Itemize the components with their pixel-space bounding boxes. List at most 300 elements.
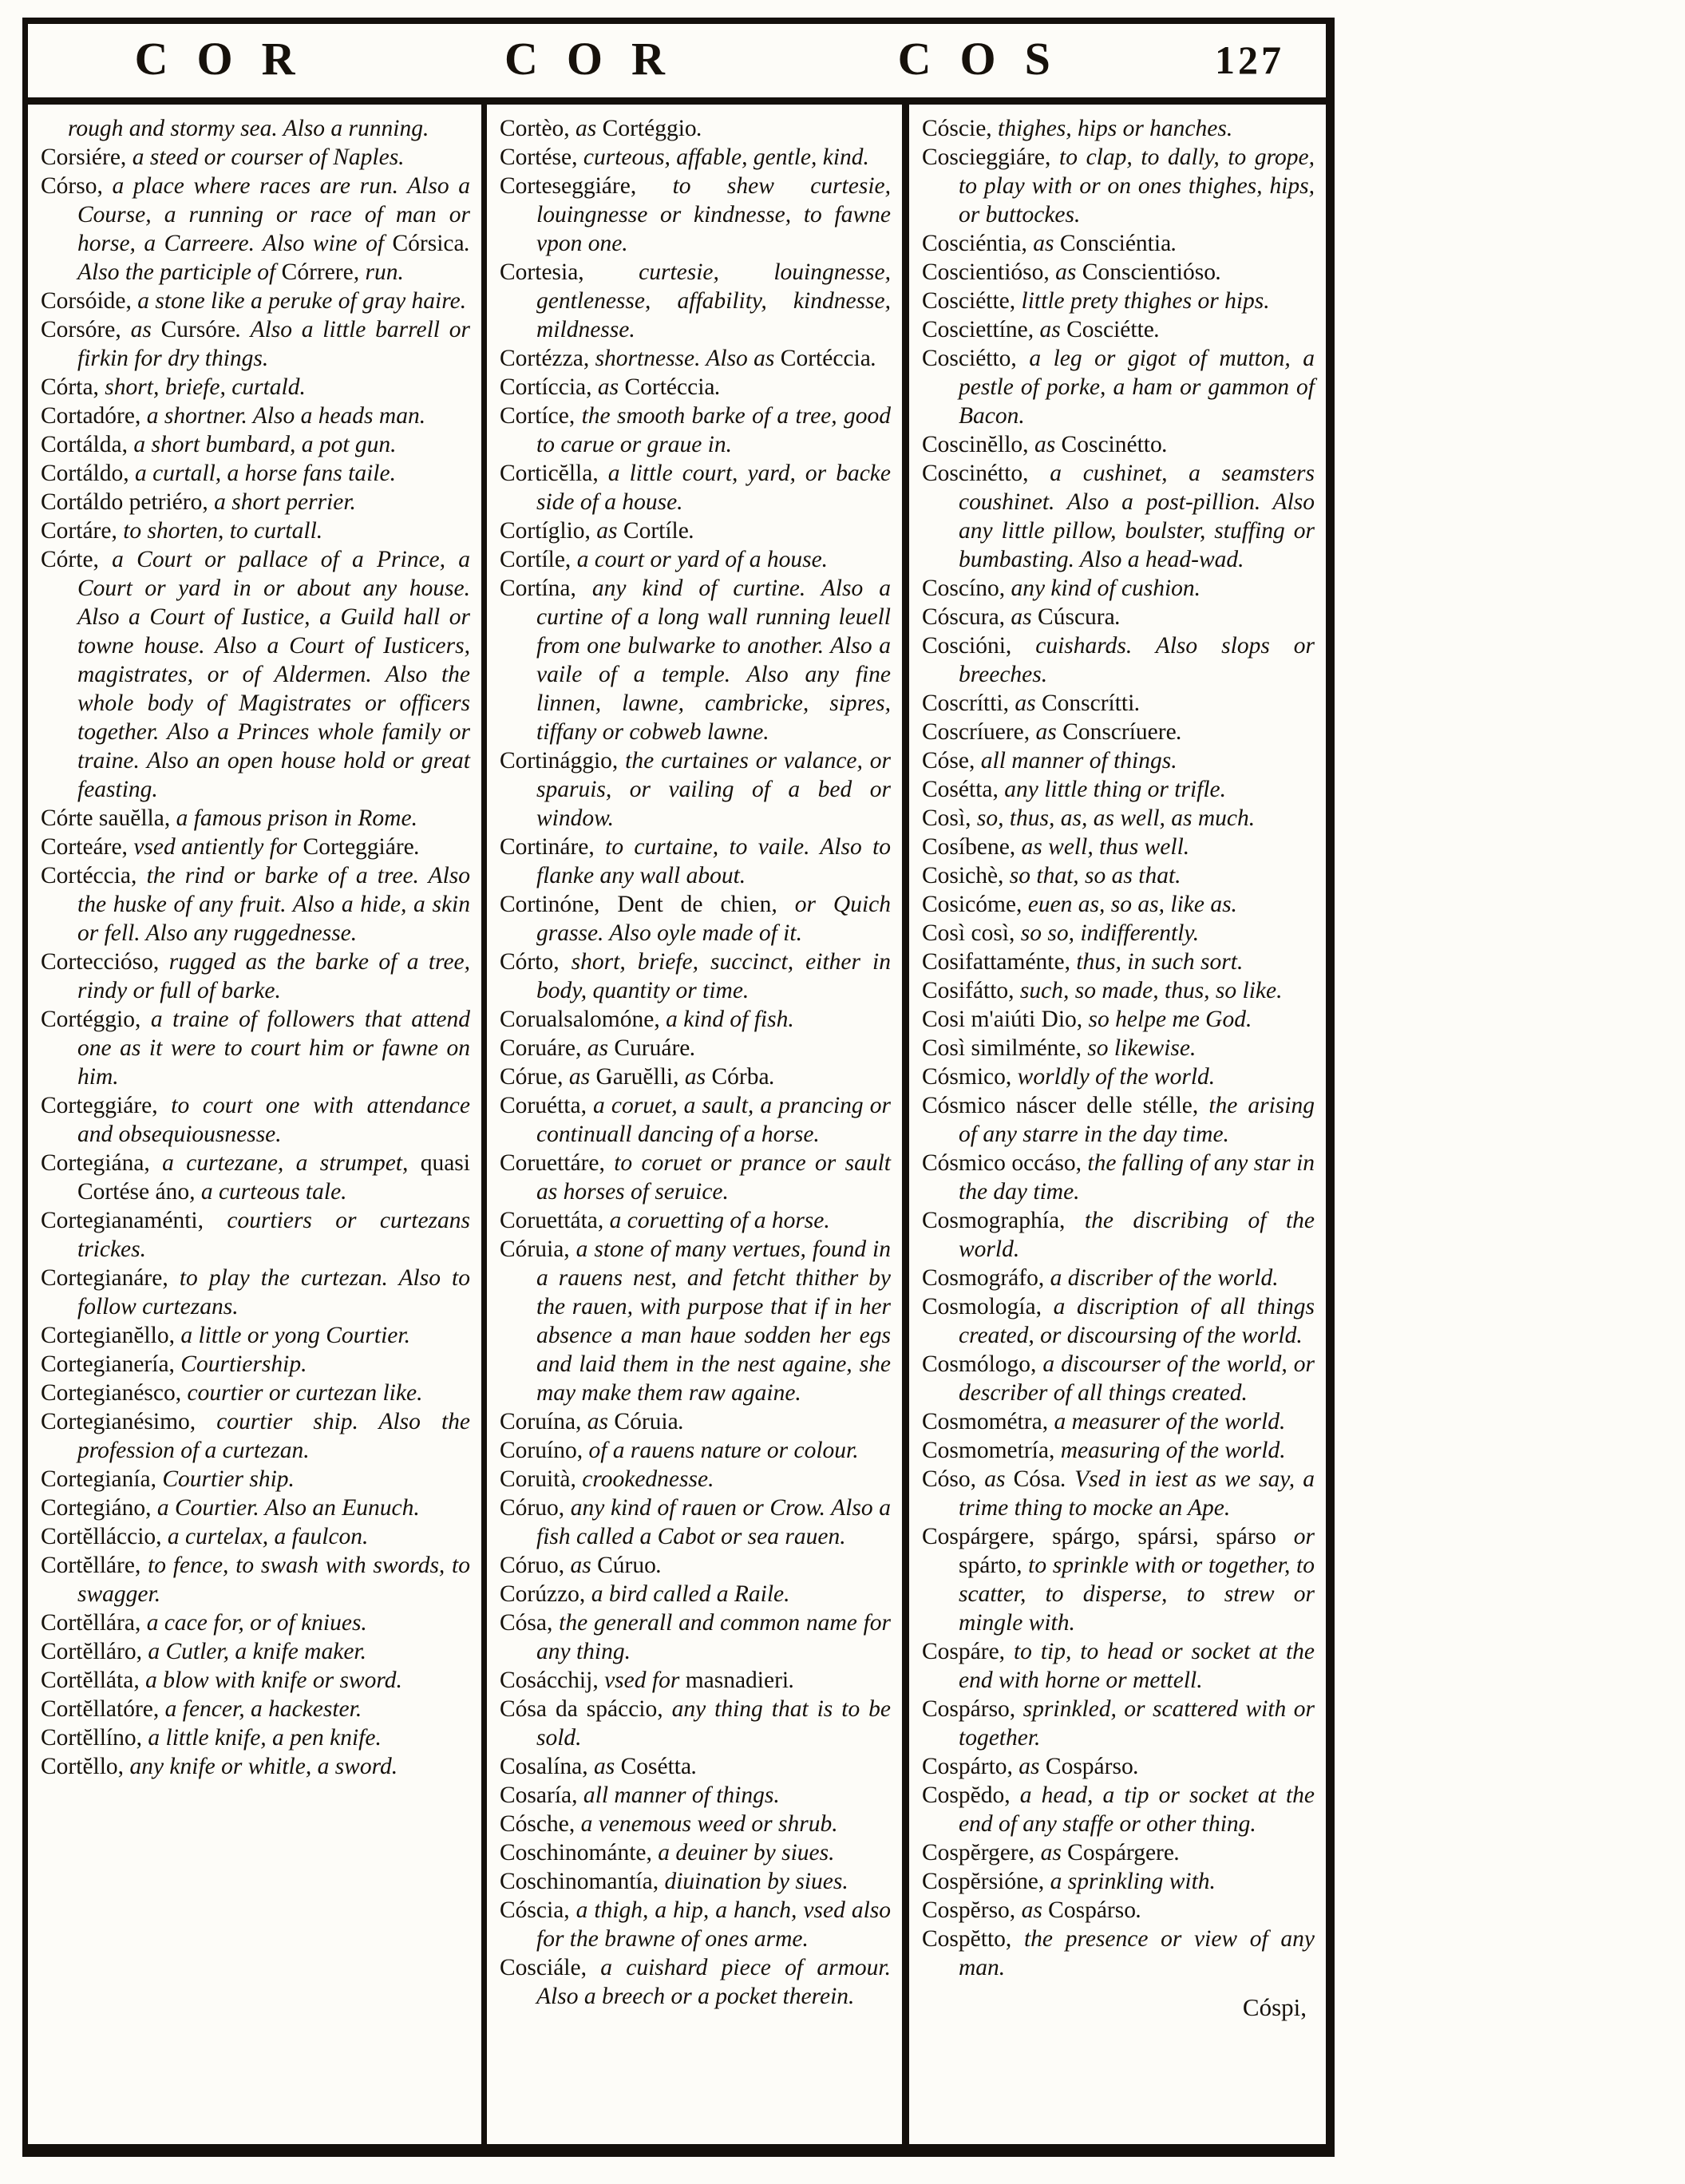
entry-definition: to clap, to dally, to grope, to play with or on ones thighes, hips, or buttockes. [959,144,1315,228]
entry-definition: a traine of followers that attend one as it were to court him or fawne on him. [77,1007,471,1090]
dictionary-entry [922,1005,1315,1034]
dictionary-entry [500,1580,891,1608]
entry-definition: diuination by siues. [664,1869,848,1894]
entry-definition: any kind of curtine. Also a curtine of a long wall running leuell from one bulwarke to another. Also a vaile of a temple. Also any fine linnen, lawne, cambricke, sipres, tiffany or cobweb lawne. [536,576,891,745]
entry-definition: a shortner. Also a heads man. [146,403,426,429]
page-header [28,24,1326,105]
dictionary-entry [41,1321,470,1350]
dictionary-entry [922,229,1315,258]
entry-definition: a court or yard of a house. [576,547,829,572]
entry-headword: Corteseggiáre, [500,173,637,199]
entry-headword: Cortĕlláccio, [41,1524,162,1549]
dictionary-entry [41,287,470,315]
entry-headword: Cosifátto, [922,978,1015,1003]
dictionary-entry [41,114,470,143]
entry-headword: Cósa, [500,1610,553,1636]
entry-definition: a curtelax, a faulcon. [167,1524,369,1549]
dictionary-entry [500,1091,891,1149]
entry-headword: Cortinággio, [500,748,619,774]
entry-headword: Cortegianáre, [41,1265,168,1291]
entry-definition: as Cúruo. [570,1553,663,1578]
entry-headword: Cóscie, [922,116,992,141]
entry-headword: Cortegianésco, [41,1380,182,1406]
entry-definition: so so, indifferently. [1020,920,1200,946]
entry-headword: Cosmométra, [922,1409,1049,1434]
dictionary-entry [922,775,1315,804]
entry-definition: a cace for, or of kniues. [146,1610,367,1636]
dictionary-entry [500,1752,891,1781]
entry-headword: Córuo, [500,1553,565,1578]
dictionary-entry [41,1637,470,1666]
dictionary-entry [922,114,1315,143]
entry-headword: Cospĕrso, [922,1897,1016,1923]
entry-definition: as Cortéggio. [576,116,703,141]
dictionary-entry [500,258,891,344]
catchword: Cóspi, [1242,1993,1307,2021]
dictionary-entry [41,1551,470,1608]
entry-headword: Cortináre, [500,834,595,860]
entry-headword: Cortĕlláre, [41,1553,141,1578]
entry-headword: Coscióni, [922,633,1012,659]
entry-headword: Cosciétte, [922,288,1016,314]
entry-definition: a blow with knife or sword. [145,1668,402,1693]
entry-definition: of a rauens nature or colour. [588,1438,859,1463]
entry-headword: Cortegiána, [41,1150,150,1176]
dictionary-entry [922,143,1315,229]
entry-headword: Cosaría, [500,1782,578,1808]
dictionary-entry [41,1091,470,1149]
entry-definition: courtiers or curtezans trickes. [77,1208,471,1262]
dictionary-entry [41,1206,470,1264]
dictionary-entry [500,890,891,948]
entry-definition: a measurer of the world. [1054,1409,1286,1434]
entry-headword: Cortegiáno, [41,1495,152,1521]
entry-definition: a Courtier. Also an Eunuch. [156,1495,420,1521]
entry-definition: as Consciéntia. [1033,231,1177,256]
entry-definition: any kind of cushion. [1011,576,1201,601]
entry-headword: Córuo, [500,1495,565,1521]
entry-headword: Cospárto, [922,1754,1013,1779]
entry-headword: Córso, [41,173,103,199]
entry-headword: Cosi m'aiúti Dio, [922,1007,1083,1032]
entry-definition: a Cutler, a knife maker. [148,1639,367,1664]
entry-headword: Coruíno, [500,1438,583,1463]
entry-definition: sprinkled, or scattered with or together. [959,1696,1315,1751]
dictionary-entry [41,172,470,287]
entry-definition: a short bumbard, a pot gun. [133,432,397,457]
entry-headword: Coruità, [500,1466,576,1492]
entry-definition: as Conscientióso. [1055,259,1222,285]
entry-definition: a coruet, a sault, a prancing or continuall dancing of a horse. [536,1093,891,1147]
page-frame [22,18,1335,2157]
entry-definition: a discription of all things created, or discoursing of the world. [959,1294,1315,1348]
entry-definition: rugged as the barke of a tree, rindy or full of barke. [77,949,471,1003]
entry-headword: Cosicóme, [922,892,1022,917]
entry-headword: Cortálda, [41,432,128,457]
entry-definition: as Cospárso. [1019,1754,1140,1779]
dictionary-entry [922,833,1315,861]
dictionary-entry [922,718,1315,746]
entry-headword: Cosmólogo, [922,1351,1037,1377]
entry-headword: Coruettáre, [500,1150,605,1176]
entry-definition: as Cortíle. [596,518,695,544]
entry-definition: as Conscríuere. [1035,719,1183,745]
dictionary-entry [41,833,470,861]
entry-headword: Così così, [922,920,1015,946]
entry-headword: Cósmico occáso, [922,1150,1082,1176]
entry-headword: Cosmología, [922,1294,1042,1320]
entry-definition: as Cospárso. [1021,1897,1142,1923]
entry-headword: Cóse, [922,748,975,774]
entry-definition: as Cosciétte. [1039,317,1161,342]
entry-definition: a fencer, a hackester. [164,1696,362,1722]
entry-headword: Corteggiáre, [41,1093,158,1118]
entry-definition: a curtezane, a strumpet, quasi Cortése áno, a curteous tale. [77,1150,470,1205]
dictionary-entry [500,1494,891,1551]
entry-headword: Cortéccia, [41,863,137,888]
entry-definition: the rind or barke of a tree. Also the huske of any fruit. Also a hide, a skin or fell. Also any ruggednesse. [77,863,470,946]
entry-headword: Cortegianía, [41,1466,156,1492]
dictionary-entry [922,948,1315,976]
entry-headword: Córue, [500,1064,564,1090]
entry-definition: short, briefe, succinct, either in body, quantity or time. [536,949,892,1003]
dictionary-entry [922,1206,1315,1264]
dictionary-entry [500,948,891,1005]
entry-definition: curteous, affable, gentle, kind. [583,144,869,170]
entry-definition: the falling of any star in the day time. [959,1150,1315,1205]
entry-headword: Corsiére, [41,144,127,170]
dictionary-entry [922,1752,1315,1781]
entry-headword: Córuia, [500,1236,570,1262]
dictionary-entry [41,402,470,430]
entry-definition: as Cursóre. Also a little barrell or firkin for dry things. [77,317,471,371]
entry-headword: Cortĕllo, [41,1754,125,1779]
entry-headword: Cosmometría, [922,1438,1055,1463]
entry-headword: Cortegianaménti, [41,1208,204,1233]
dictionary-entry [500,1436,891,1465]
entry-definition: thus, in such sort. [1076,949,1244,975]
entry-headword: Cosciétto, [922,346,1017,371]
entry-definition: worldly of the world. [1017,1064,1216,1090]
entry-definition: rough and stormy sea. Also a running. [68,116,429,141]
entry-headword: Cospárso, [922,1696,1016,1722]
entry-definition: the presence or view of any man. [959,1926,1315,1980]
entry-headword: Cospĕrsióne, [922,1869,1045,1894]
dictionary-entry [41,948,470,1005]
entry-headword: Cospáre, [922,1639,1006,1664]
entry-headword: Cortĕllatóre, [41,1696,160,1722]
entry-headword: Cóso, [922,1466,977,1492]
entry-definition: any knife or whitle, a sword. [129,1754,398,1779]
entry-headword: Córta, [41,374,99,400]
entry-definition: as Córuia. [587,1409,685,1434]
entry-definition: a sprinkling with. [1050,1869,1216,1894]
entry-definition: spárgo, spársi, spárso or spárto, to sprinkle with or together, to scatter, to disperse, to strew or mingle with. [959,1524,1315,1636]
dictionary-entry [922,689,1315,718]
entry-headword: Cortína, [500,576,576,601]
entry-definition: a Court or pallace of a Prince, a Court or yard in or about any house. Also a Court of Iustice, a Guild hall or towne house. Also a Court of Iusticers, magistrates, or of Aldermen. Also the whole body of Magistrates or officers together. Also a Princes whole family or traine. Also an open house hold or great feasting. [77,547,470,802]
entry-headword: Cortegianésimo, [41,1409,196,1434]
entry-headword: Cortézza, [500,346,590,371]
entry-definition: as well, thus well. [1021,834,1190,860]
entry-definition: cuishards. Also slops or breeches. [959,633,1315,687]
entry-headword: Cósa da spáccio, [500,1696,663,1722]
dictionary-entry [922,1781,1315,1838]
dictionary-entry [500,574,891,746]
dictionary-entry [500,344,891,373]
entry-headword: Cortèo, [500,116,570,141]
entry-definition: to shew curtesie, louingnesse or kindnesse, to fawne vpon one. [536,173,891,256]
entry-headword: Coscríuere, [922,719,1030,745]
entry-definition: so helpe me God. [1088,1007,1252,1032]
dictionary-entry [922,1465,1315,1522]
dictionary-entry [41,545,470,804]
entry-definition: as Cúscura. [1011,604,1121,630]
dictionary-entry [500,1953,891,2011]
dictionary-entry [922,1407,1315,1436]
dictionary-entry [500,833,891,890]
entry-definition: as Curuáre. [587,1035,696,1061]
entry-headword: Coruétta, [500,1093,587,1118]
entry-definition: a bird called a Raile. [591,1581,790,1607]
dictionary-entry [500,459,891,516]
entry-definition: a discriber of the world. [1050,1265,1279,1291]
entry-definition: a stone like a peruke of gray haire. [137,288,467,314]
entry-definition: a stone of many vertues, found in a rauens nest, and fetcht thither by the rauen, with purpose that if in her absence a man haue sodden her egs and laid them in the nest againe, she may make them raw againe. [536,1236,891,1406]
entry-headword: Cósmico, [922,1064,1012,1090]
page-number: 127 [1215,38,1284,82]
dictionary-entry [922,976,1315,1005]
dictionary-entry [922,919,1315,948]
entry-headword: Cósche, [500,1811,576,1837]
dictionary-entry [500,1896,891,1953]
dictionary-entry [922,890,1315,919]
entry-definition: a leg or gigot of mutton, a pestle of porke, a ham or gammon of Bacon. [959,346,1315,429]
dictionary-entry [41,143,470,172]
dictionary-entry [500,1465,891,1494]
dictionary-entry [922,430,1315,459]
entry-definition: a little court, yard, or backe side of a house. [536,461,891,515]
entry-headword: Córte sauĕlla, [41,805,171,831]
dictionary-entry [922,861,1315,890]
dictionary-entry [41,804,470,833]
entry-definition: a steed or courser of Naples. [132,144,405,170]
entry-headword: Coschinomantía, [500,1869,659,1894]
entry-definition: the curtaines or valance, or sparuis, or vailing of a bed or window. [536,748,891,831]
dictionary-entry [500,516,891,545]
entry-headword: Coscieggiáre, [922,144,1051,170]
entry-definition: vsed for masnadieri. [604,1668,795,1693]
entry-headword: Cortegianĕllo, [41,1323,175,1348]
entry-headword: Cortíce, [500,403,576,429]
entry-headword: Cortĕllíno, [41,1725,143,1751]
dictionary-entry [500,402,891,459]
entry-headword: Cortesia, [500,259,584,285]
entry-headword: Cosichè, [922,863,1004,888]
entry-headword: Corsóide, [41,288,132,314]
dictionary-entry [922,631,1315,689]
entry-headword: Corualsalomóne, [500,1007,660,1032]
dictionary-column-2 [481,105,902,2144]
dictionary-entry [922,1436,1315,1465]
entry-headword: Cosmographía, [922,1208,1066,1233]
entry-headword: Coschinománte, [500,1840,652,1866]
entry-definition: as Cósa. Vsed in iest as we say, a trime thing to mocke an Ape. [959,1466,1315,1521]
entry-definition: any kind of rauen or Crow. Also a fish called a Cabot or sea rauen. [536,1495,891,1549]
dictionary-entry [500,746,891,833]
dictionary-entry [500,373,891,402]
dictionary-entry [41,1407,470,1465]
entry-headword: Cortĕlláta, [41,1668,140,1693]
dictionary-entry [41,459,470,488]
entry-headword: Cortĕlláro, [41,1639,142,1664]
entry-definition: curtesie, louingnesse, gentlenesse, affability, kindnesse, mildnesse. [536,259,891,342]
dictionary-entry [41,861,470,948]
entry-definition: as Cosétta. [594,1754,698,1779]
entry-headword: Cortegianería, [41,1351,175,1377]
dictionary-entry [41,1005,470,1091]
entry-definition: as Conscrítti. [1015,690,1141,716]
entry-headword: Córto, [500,949,560,975]
dictionary-entry [922,287,1315,315]
entry-definition: short, briefe, curtald. [105,374,306,400]
entry-headword: Cosíbene, [922,834,1016,860]
entry-definition: courtier or curtezan like. [187,1380,423,1406]
dictionary-entry [922,1637,1315,1695]
entry-headword: Cosácchij, [500,1668,599,1693]
dictionary-entry [41,1695,470,1723]
entry-headword: Cortése, [500,144,578,170]
entry-definition: shortnesse. Also as Cortéccia. [595,346,877,371]
entry-headword: Cortáldo, [41,461,129,486]
dictionary-entry [922,1091,1315,1149]
dictionary-entry [500,545,891,574]
dictionary-entry [922,1896,1315,1925]
dictionary-entry [500,1407,891,1436]
dictionary-entry [41,1465,470,1494]
dictionary-entry [41,1752,470,1781]
entry-definition: a short perrier. [214,489,356,515]
dictionary-entry [922,574,1315,603]
entry-headword: Corticĕlla, [500,461,599,486]
entry-headword: Cortíglio, [500,518,591,544]
entry-definition: a head, a tip or socket at the end of any staffe or other thing. [959,1782,1315,1837]
dictionary-entry [41,373,470,402]
entry-definition: to shorten, to curtall. [123,518,323,544]
entry-headword: Coscrítti, [922,690,1009,716]
entry-headword: Cospĕtto, [922,1926,1012,1952]
dictionary-entry [500,172,891,258]
entry-definition: as Cortéccia. [597,374,721,400]
dictionary-entry [41,1666,470,1695]
entry-headword: Córte, [41,547,99,572]
dictionary-entry [922,1034,1315,1062]
dictionary-entry [500,1781,891,1810]
dictionary-entry [922,459,1315,574]
entry-definition: so likewise. [1087,1035,1197,1061]
entry-headword: Coscientióso, [922,259,1050,285]
entry-definition: a coruetting of a horse. [609,1208,830,1233]
entry-headword: Così, [922,805,971,831]
entry-headword: Coruína, [500,1409,582,1434]
entry-headword: Coscinétto, [922,461,1029,486]
entry-definition: Courtiership. [180,1351,307,1377]
entry-definition: a discourser of the world, or describer of all things created. [959,1351,1315,1406]
dictionary-column-3 [902,105,1326,2144]
dictionary-entry [500,143,891,172]
entry-headword: Cosciettíne, [922,317,1034,342]
dictionary-entry [922,1264,1315,1292]
entry-definition: a thigh, a hip, a hanch, vsed also for the brawne of ones arme. [536,1897,892,1952]
entry-headword: Cortéggio, [41,1007,141,1032]
entry-definition: to curtaine, to vaile. Also to flanke any wall about. [536,834,892,888]
dictionary-entry [500,1551,891,1580]
entry-headword: Cospĕrgere, [922,1840,1035,1866]
dictionary-entry [500,114,891,143]
dictionary-entry [41,1149,470,1206]
entry-definition: all manner of things. [583,1782,780,1808]
entry-definition: to fence, to swash with swords, to swagger. [77,1553,471,1607]
dictionary-column-1 [28,105,481,2144]
entry-headword: Cósmico náscer delle stélle, [922,1093,1199,1118]
entry-definition: the discribing of the world. [959,1208,1315,1262]
dictionary-entry [41,1723,470,1752]
entry-definition: so, thus, as, as well, as much. [976,805,1256,831]
entry-headword: Cortadóre, [41,403,141,429]
dictionary-entry [41,488,470,516]
entry-definition: as Garuĕlli, as Córba. [568,1064,775,1090]
entry-definition: a deuiner by siues. [658,1840,835,1866]
entry-headword: Così similménte, [922,1035,1082,1061]
entry-headword: Corsóre, [41,317,121,342]
entry-definition: vsed antiently for Corteggiáre. [133,834,421,860]
entry-definition: Courtier ship. [162,1466,295,1492]
entry-definition: a little knife, a pen knife. [148,1725,382,1751]
entry-headword: Corteccióso, [41,949,160,975]
dictionary-entry [41,430,470,459]
entry-headword: Coruáre, [500,1035,582,1061]
dictionary-entry [41,1379,470,1407]
dictionary-entry [41,1494,470,1522]
dictionary-entry [922,1838,1315,1867]
entry-definition: the arising of any starre in the day time. [959,1093,1315,1147]
dictionary-entry [922,258,1315,287]
dictionary-entry [500,1206,891,1235]
dictionary-entry [922,746,1315,775]
entry-definition: to coruet or prance or sault as horses of seruice. [536,1150,891,1205]
dictionary-entry [41,516,470,545]
entry-definition: a little or yong Courtier. [180,1323,410,1348]
running-title-center: COR [504,33,694,85]
entry-definition: little prety thighes or hips. [1021,288,1270,314]
entry-definition: so that, so as that. [1009,863,1181,888]
entry-headword: Cortĕllára, [41,1610,141,1636]
entry-definition: thighes, hips or hanches. [998,116,1233,141]
entry-headword: Cospĕdo, [922,1782,1011,1808]
running-title-right: COS [897,33,1079,85]
dictionary-entry [922,1867,1315,1896]
dictionary-entry [922,1925,1315,1982]
dictionary-entry [500,1062,891,1091]
entry-definition: such, so made, thus, so like. [1019,978,1283,1003]
dictionary-columns [28,105,1326,2144]
running-title-left: COR [134,33,324,85]
entry-definition: crookednesse. [582,1466,714,1492]
dictionary-entry [500,1235,891,1407]
entry-definition: to play the curtezan. Also to follow curtezans. [77,1265,471,1320]
entry-definition: a cuishard piece of armour. Also a breech or a pocket therein. [536,1955,891,2009]
entry-definition: any thing that is to be sold. [536,1696,891,1751]
